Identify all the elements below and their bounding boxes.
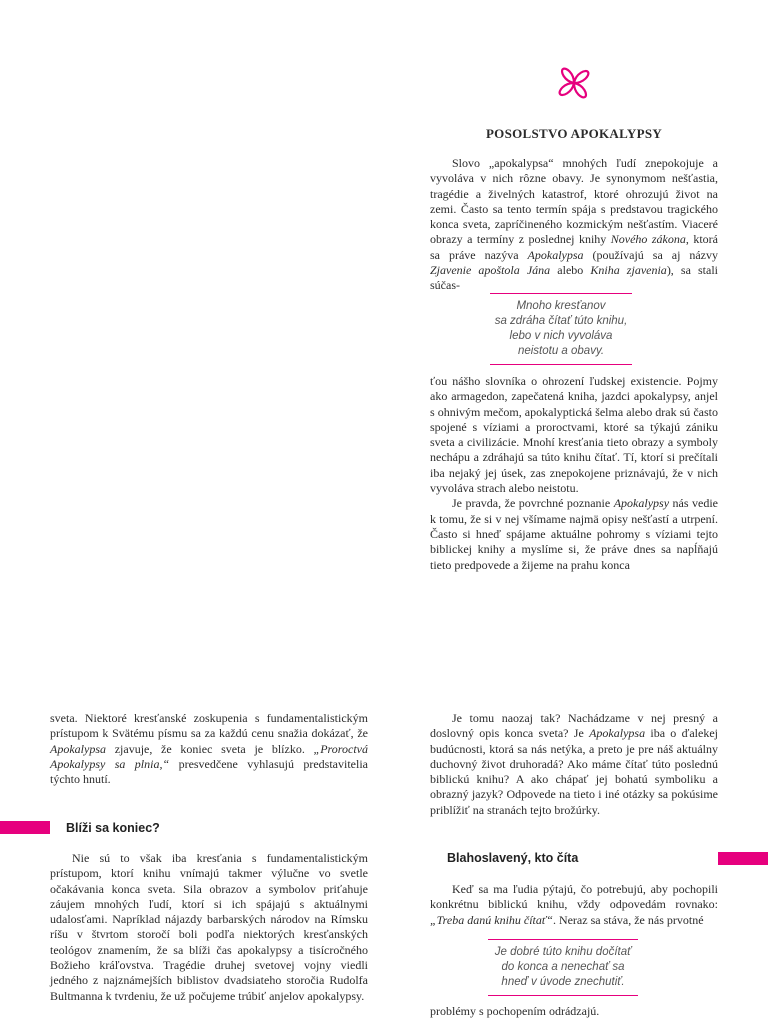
body-text-column: [430, 882, 718, 928]
paragraph: sveta. Niektoré kresťanské zoskupenia s fundamentalistickým prístupom k Svätému písmu sa za každú cenu snažia dokázať, že Apokalypsa zjavuje, že koniec sveta je blízko. „Proroctvá Apokalypsy sa plnia,“ presvedčene vyhlasujú predstavitelia týchto hnutí.: [50, 711, 368, 787]
body-text-column: [430, 156, 718, 294]
bottom-page: [0, 512, 768, 1024]
pull-quote: Mnoho kresťanov sa zdráha čítať túto knihu, lebo v nich vyvoláva neistotu a obavy.: [490, 293, 632, 365]
paragraph: Keď sa ma ľudia pýtajú, čo potrebujú, aby pochopili konkrétnu biblickú knihu, vždy odpovedám rovnako: „Treba danú knihu čítať“. Neraz sa stáva, že nás prvotné: [430, 882, 718, 927]
accent-bar: [718, 852, 768, 865]
four-petal-flower-icon: [557, 66, 591, 100]
accent-bar: [0, 821, 50, 834]
paragraph: problémy s pochopením odrádzajú.: [430, 1004, 600, 1018]
body-text-column: [50, 711, 368, 787]
subheading: Blíži sa koniec?: [66, 821, 160, 835]
body-text-column: [430, 1004, 718, 1019]
pull-quote: Je dobré túto knihu dočítať do konca a nenechať sa hneď v úvode znechutiť.: [488, 939, 638, 996]
paragraph: ťou nášho slovníka o ohrození ľudskej existencie. Pojmy ako armagedon, zapečatená kniha, jazdci apokalypsy, anjel s ohnivým mečom, apokalyptická šelma alebo drak sú často spojené s víziami a proroctvami, ktoré sa týkajú zániku sveta a civilizácie. Mnohí kresťania tieto obrazy a symboly nechápu a zdráhajú sa túto knihu čítať. Tí, ktorí si prečítali iba nejaký jej úsek, zas znepokojene priznávajú, že v nich vyvoláva strach alebo neistotu.: [430, 374, 718, 496]
subheading: Blahoslavený, kto číta: [447, 851, 579, 865]
section-heading: POSOLSTVO APOKALYPSY: [485, 126, 663, 141]
paragraph: Je tomu naozaj tak? Nachádzame v nej presný a doslovný opis konca sveta? Je Apokalypsa iba o ďalekej budúcnosti, ktorá sa nás netýka, a preto je pre náš aktuálny duchovný život druhoradá? Ako máme čítať túto poslednú biblickú knihu? A ako chápať jej bohatú symboliku a obrazný jazyk? Odpovede na tieto i iné otázky sa pokúsime priblížiť na stranách tejto brožúrky.: [430, 711, 718, 817]
body-text-column: [430, 711, 718, 818]
paragraph: Je pravda, že povrchné poznanie Apokalypsy nás vedie k tomu, že si v nej všímame najmä opisy nešťastí a utrpení. Často si hneď spájame aktuálne pohromy s víziami tejto biblickej knihy a myslíme si, že práve dnes sa napĺňajú tieto predpovede a žijeme na prahu konca: [430, 496, 718, 572]
body-text-column: [50, 851, 368, 1004]
paragraph: Nie sú to však iba kresťania s fundamentalistickým prístupom, ktorí knihu vnímajú takmer výlučne vo svetle očakávania konca sveta. Sila obrazov a symbolov priťahuje záujem mnohých ľudí, ktorí si ich spájajú s aktuálnymi udalosťami. Napríklad nájazdy barbarských národov na Rímsku ríšu v štvrtom storočí boli podľa niektorých kresťanských teológov znamením, že sa blíži čas apokalypsy a tisícročného Božieho kráľovstva. Tragédie druhej svetovej vojny viedli jedného z najznámejších biblistov dvadsiateho storočia Rudolfa Bultmanna k tvrdeniu, že už počujeme trúbiť anjelov apokalypsy.: [50, 851, 368, 1003]
paragraph: Slovo „apokalypsa“ mnohých ľudí znepokojuje a vyvoláva v nich rôzne obavy. Je synonymom nešťastia, tragédie a živelných katastrof, ktoré ohrozujú život na zemi. Často sa tento termín spája s predstavou tragického konca sveta, zapríčineného kozmickým nešťastím. Viaceré obrazy a termíny z poslednej knihy Nového zákona, ktorá sa práve nazýva Apokalypsa (používajú sa aj názvy Zjavenie apoštola Jána alebo Kniha zjavenia), sa stali súčas-: [430, 156, 719, 293]
